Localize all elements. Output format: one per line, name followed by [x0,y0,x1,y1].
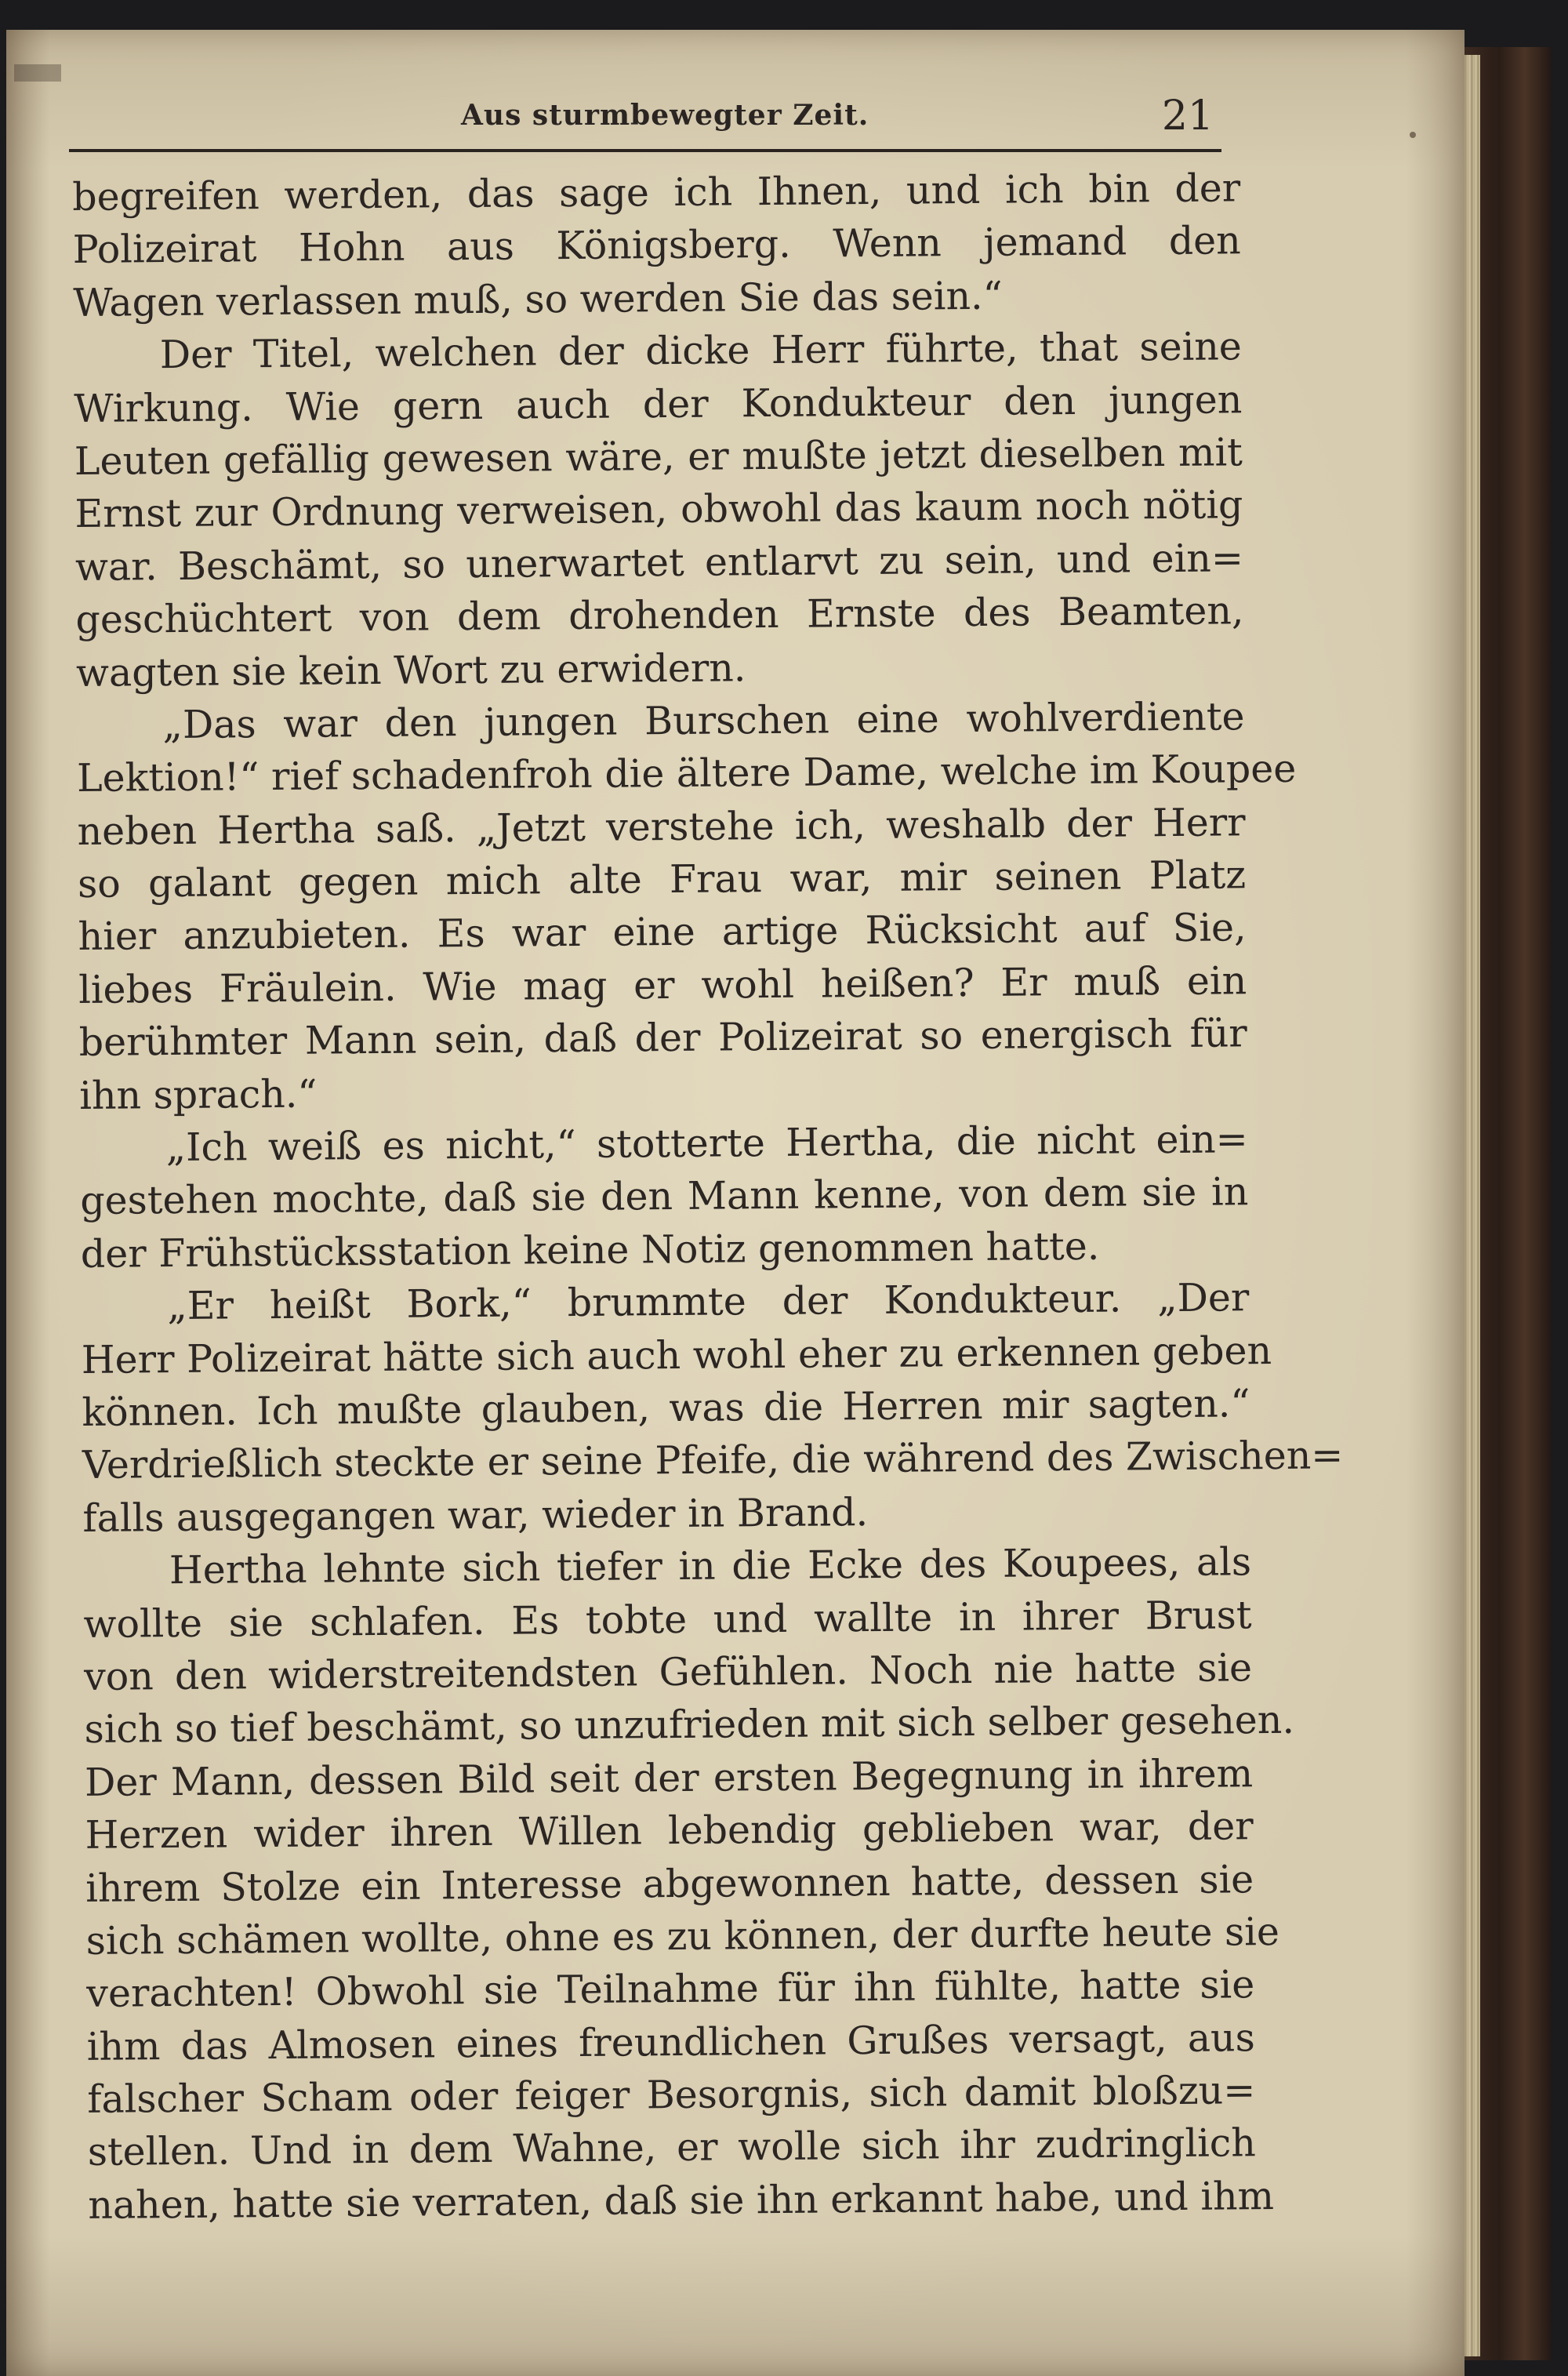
text-line: Hertha lehnte sich tiefer in die Ecke des Koupees, als [169,1539,1252,1593]
text-line: Der Titel, welchen der dicke Herr führte, that seine [159,324,1243,378]
text-line: Lektion!“ rief schadenfroh die ältere Dame, welche im Koupee [76,747,1297,801]
text-line: war. Beschämt, so unerwartet entlarvt zu sein, und ein= [74,536,1244,590]
text-line: nahen, hatte sie verraten, daß sie ihn erkannt habe, und ihm [88,2173,1275,2228]
text-line: „Er heißt Bork,“ brummte der Kondukteur. „Der [167,1275,1250,1329]
text-line: Herzen wider ihren Willen lebendig geblieben war, der [85,1804,1254,1858]
text-line: ihrem Stolze ein Interesse abgewonnen hatte, dessen sie [85,1856,1254,1911]
page-number: 21 [1161,93,1214,140]
scan-mark [14,64,61,82]
text-line: berühmter Mann sein, daß der Polizeirat so energisch für [78,1011,1247,1066]
text-line: von den widerstreitendsten Gefühlen. Noch nie hatte sie [83,1645,1253,1699]
text-line: neben Hertha saß. „Jetzt verstehe ich, weshalb der Herr [77,799,1246,854]
text-line: begreifen werden, das sage ich Ihnen, und ich bin der [72,165,1241,220]
text-line: liebes Fräulein. Wie mag er wohl heißen? Er muß ein [78,958,1247,1012]
text-line: sich so tief beschämt, so unzufrieden mit sich selber gesehen. [84,1698,1295,1753]
text-line: stellen. Und in dem Wahne, er wolle sich ihr zudringlich [87,2120,1257,2175]
text-line: ihn sprach.“ [79,1071,318,1118]
text-line: ihm das Almosen eines freundlichen Grußes versagt, aus [86,2015,1255,2069]
text-line: so galant gegen mich alte Frau war, mir seinen Platz [77,852,1247,907]
paper-speck [1410,132,1416,138]
text-line: falls ausgegangen war, wieder in Brand. [82,1489,869,1541]
text-line: „Ich weiß es nicht,“ stotterte Hertha, die nicht ein= [165,1117,1248,1171]
running-title: Aus sturmbewegter Zeit. [461,99,869,132]
text-line: falscher Scham oder feiger Besorgnis, sich damit bloßzu= [87,2068,1256,2122]
text-line: Wagen verlassen muß, so werden Sie das sein.“ [73,273,1003,325]
running-head [69,93,1221,152]
text-line: können. Ich mußte glauben, was die Herren mir sagten.“ [82,1381,1250,1435]
text-line: geschüchtert von dem drohenden Ernste des Beamten, [75,588,1244,643]
text-line: sich schämen wollte, ohne es zu können, der durfte heute sie [85,1909,1280,1964]
text-line: Polizeirat Hohn aus Königsberg. Wenn jemand den [72,218,1241,273]
text-line: hier anzubieten. Es war eine artige Rücksicht auf Sie, [78,905,1247,960]
body-text [72,162,1344,2232]
text-line: wollte sie schlafen. Es tobte und wallte in ihrer Brust [83,1592,1252,1647]
text-line: Der Mann, dessen Bild seit der ersten Begegnung in ihrem [84,1750,1254,1805]
text-line: gestehen mochte, daß sie den Mann kenne, von dem sie in [80,1169,1249,1224]
text-line: Leuten gefällig gewesen wäre, er mußte jetzt dieselben mit [74,430,1243,484]
text-line: verachten! Obwohl sie Teilnahme für ihn fühlte, hatte sie [86,1962,1255,2017]
text-line: Ernst zur Ordnung verweisen, obwohl das kaum noch nötig [74,482,1243,537]
text-line: wagten sie kein Wort zu erwidern. [75,645,746,696]
text-line: der Frühstücksstation keine Notiz genommen hatte. [80,1223,1100,1277]
text-line: Verdrießlich steckte er seine Pfeife, die während des Zwischen= [82,1433,1344,1488]
text-line: Herr Polizeirat hätte sich auch wohl eher zu erkennen geben [81,1328,1272,1382]
text-line: Wirkung. Wie gern auch der Kondukteur den jungen [74,376,1243,431]
text-line: „Das war den jungen Burschen eine wohlverdiente [162,694,1245,748]
